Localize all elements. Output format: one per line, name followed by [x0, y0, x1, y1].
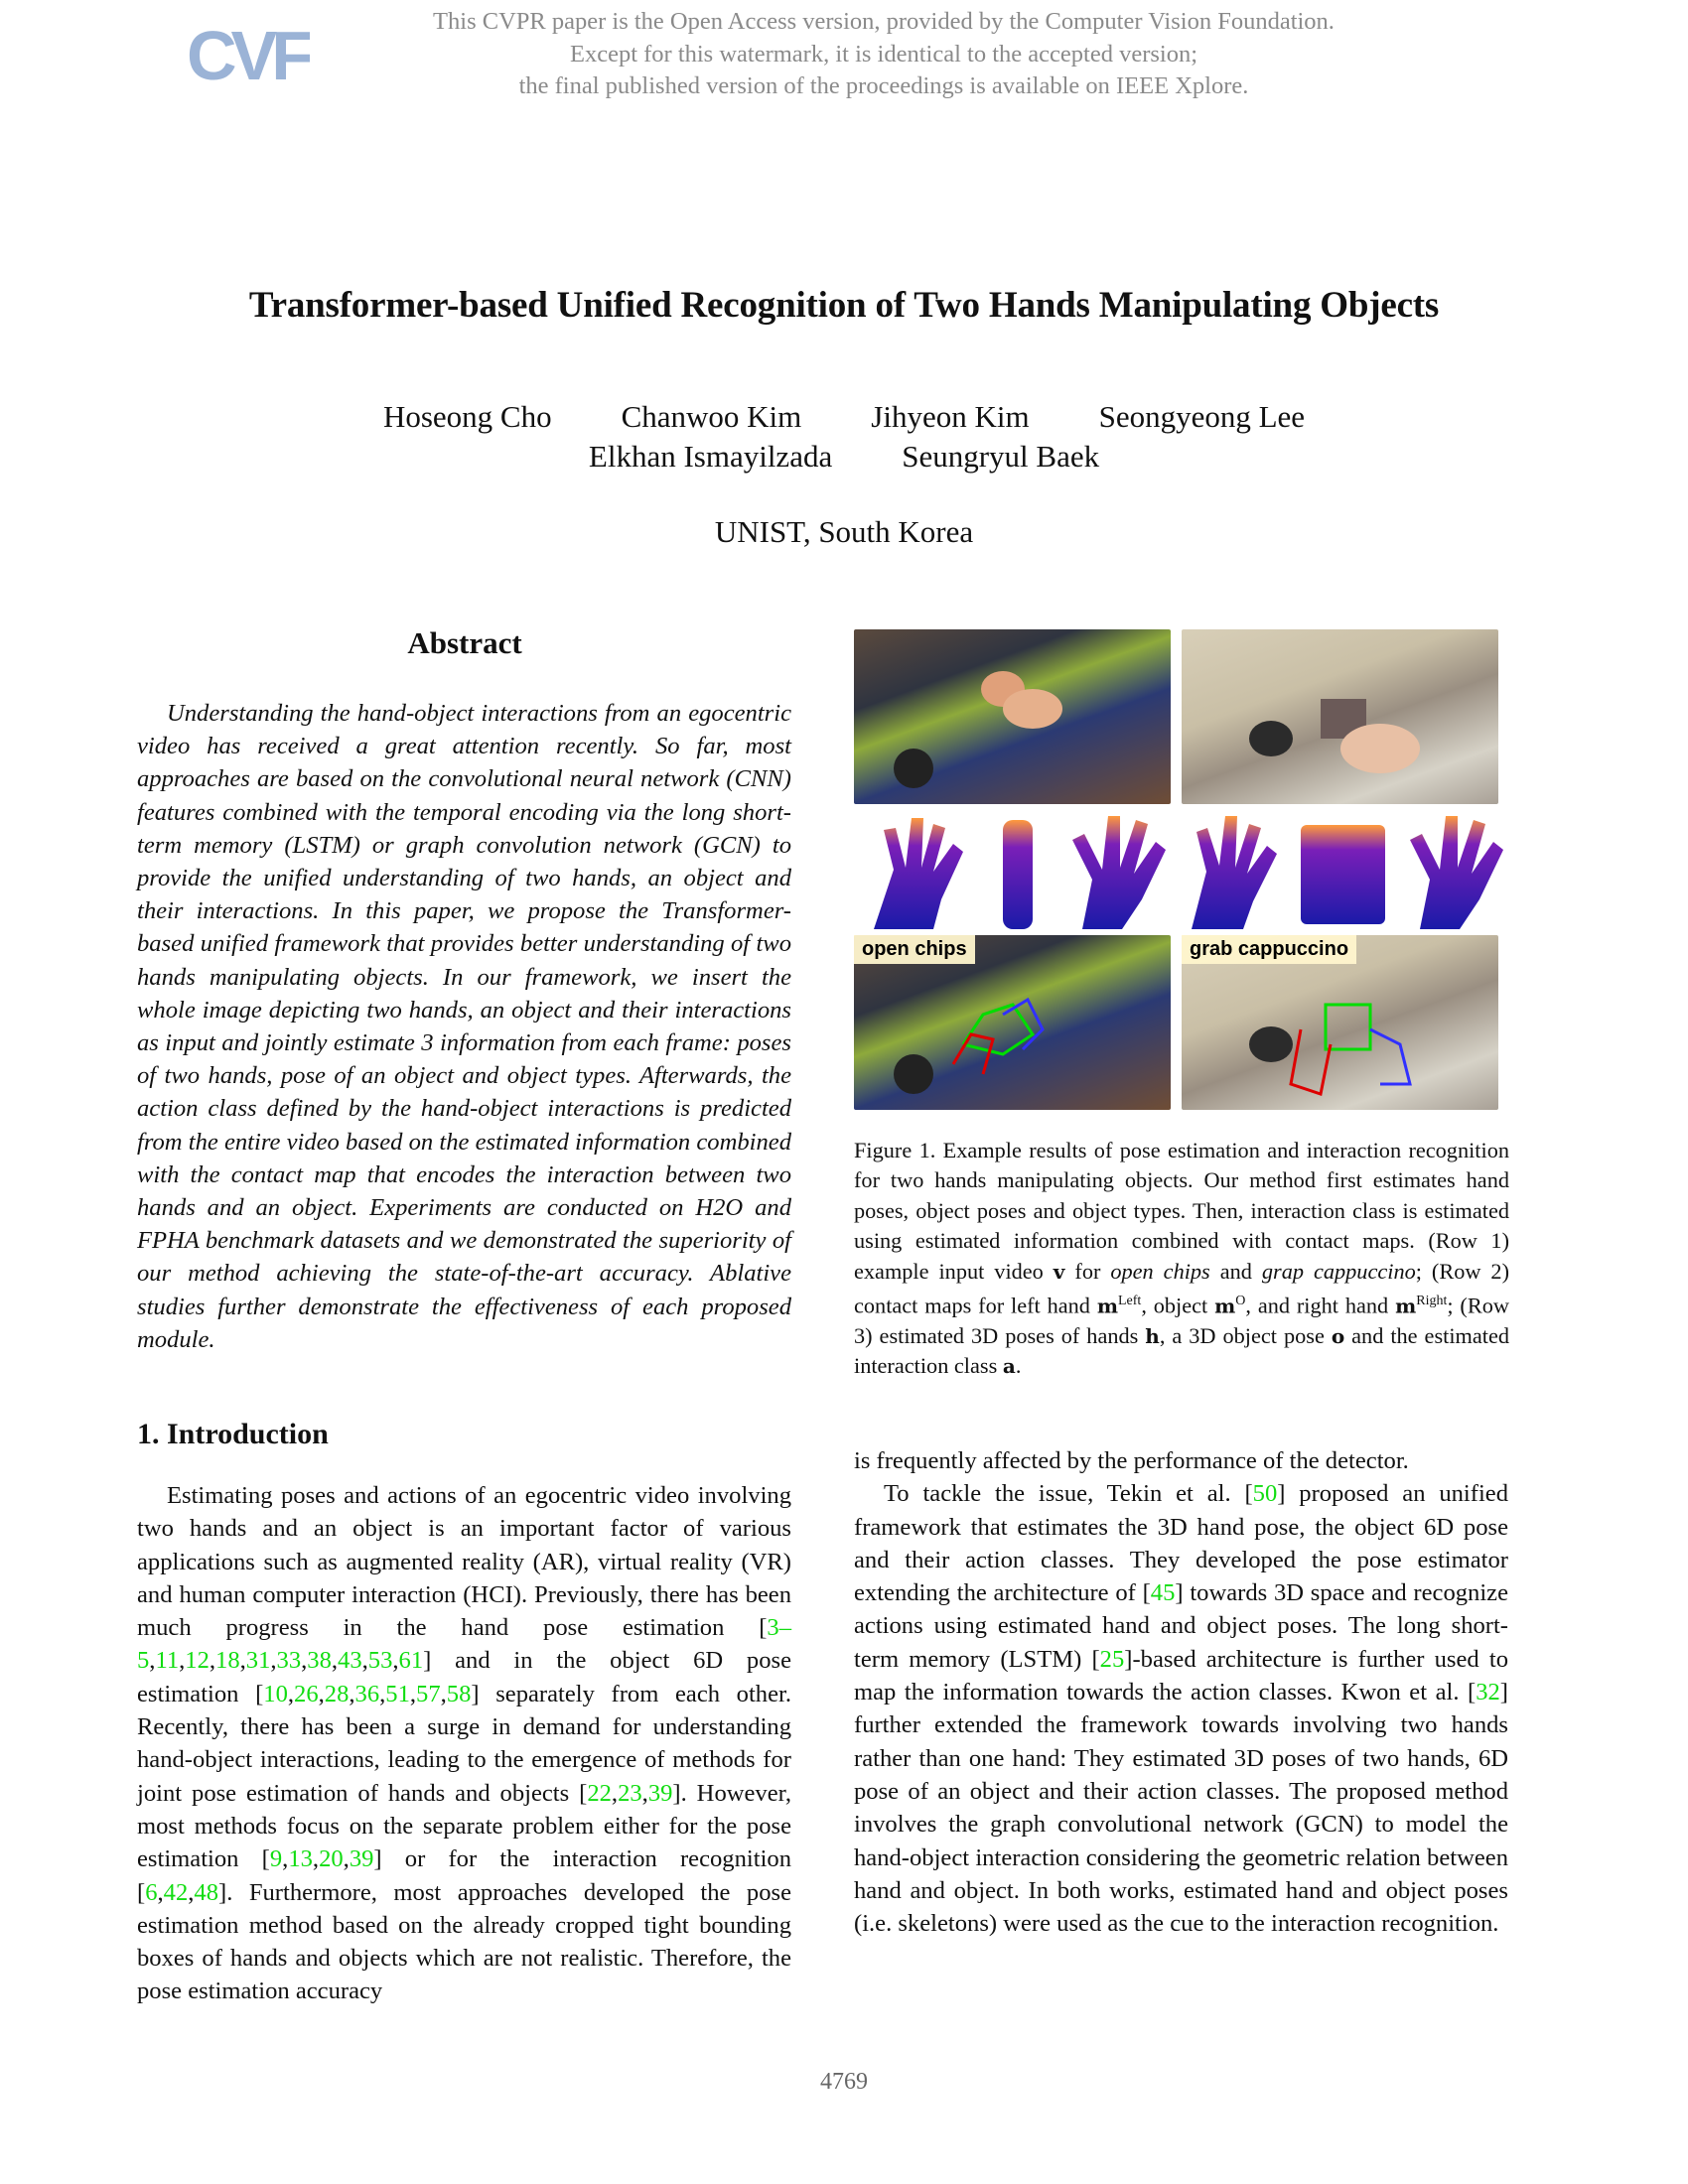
abstract-heading: Abstract: [407, 625, 522, 660]
citation-link[interactable]: 50: [1252, 1480, 1278, 1508]
citation-link[interactable]: 38: [307, 1647, 332, 1675]
citation-link[interactable]: 57: [416, 1680, 441, 1707]
citation-link[interactable]: 53: [367, 1647, 393, 1675]
author-name: Seongyeong Lee: [1098, 399, 1306, 434]
hands-photo-icon: [1182, 629, 1498, 804]
citation-link[interactable]: 36: [354, 1680, 380, 1707]
action-label: grab cappuccino: [1182, 935, 1356, 964]
citation-link[interactable]: 10: [263, 1680, 288, 1707]
citation-link[interactable]: 51: [385, 1680, 410, 1707]
hands-photo-icon: [854, 629, 1171, 804]
citation-link[interactable]: 39: [349, 1845, 374, 1873]
watermark-line: the final published version of the proceedings is available on IEEE Xplore.: [518, 72, 1249, 99]
citation-link[interactable]: 26: [294, 1680, 319, 1707]
citation-link[interactable]: 20: [319, 1845, 344, 1873]
citation-link[interactable]: 9: [269, 1845, 283, 1873]
citation-link[interactable]: 3–5: [137, 1614, 791, 1675]
citation-link[interactable]: 12: [185, 1647, 210, 1675]
paper-title: Transformer-based Unified Recognition of Two Hands Manipulating Objects: [248, 285, 1440, 326]
citation-link[interactable]: 28: [324, 1680, 350, 1707]
pose-result-grab-cappuccino: [1182, 935, 1498, 1110]
citation-link[interactable]: 45: [1150, 1579, 1176, 1607]
citation-link[interactable]: 31: [245, 1647, 271, 1675]
citation-link[interactable]: 23: [618, 1779, 642, 1807]
author-name: Elkhan Ismayilzada: [588, 439, 833, 474]
author-name: Chanwoo Kim: [621, 399, 802, 434]
citation-link[interactable]: 32: [1476, 1679, 1500, 1706]
abstract-text: Understanding the hand-object interactions from an egocentric video has received a great attention recently. So far, most approaches are based on the convolutional neural network (CNN) features combined with the temporal encoding via the long short-term memory (LSTM) or graph convolution network (GCN) to provide the unified understanding of two hands, an object and their interactions. In this paper, we propose the Transformer-based unified framework that provides better understanding of two hands manipulating objects. In our framework, we insert the whole image depicting two hands, an object and their interactions as input and jointly estimate 3 information from each frame: poses of two hands, pose of an object and object types. Afterwards, the action class defined by the hand-object interactions is predicted from the entire video based on the estimated information combined with the contact map that encodes the interaction between two hands and an object. Experiments are conducted on H2O and FPHA benchmark datasets and we demonstrated the superiority of our method achieving the state-of-the-art accuracy. Ablative studies further demonstrate the effectiveness of each proposed module.: [137, 700, 791, 1353]
watermark-line: Except for this watermark, it is identical to the accepted version;: [569, 40, 1197, 68]
citation-link[interactable]: 48: [194, 1878, 218, 1906]
watermark-line: This CVPR paper is the Open Access version, provided by the Computer Vision Foundation.: [433, 8, 1335, 35]
author-name: Jihyeon Kim: [871, 399, 1030, 434]
citation-link[interactable]: 43: [338, 1647, 362, 1675]
citation-link[interactable]: 42: [163, 1878, 189, 1906]
action-label: open chips: [854, 935, 975, 964]
cvf-logo-text: CVF: [187, 17, 308, 94]
citation-link[interactable]: 11: [155, 1647, 180, 1675]
citation-link[interactable]: 33: [276, 1647, 302, 1675]
authors: [0, 397, 1688, 477]
citation-link[interactable]: 18: [215, 1647, 240, 1675]
citation-link[interactable]: 39: [647, 1779, 673, 1807]
citation-link[interactable]: 25: [1099, 1645, 1125, 1673]
citation-link[interactable]: 6: [145, 1878, 158, 1906]
intro-paragraph-left: Estimating poses and actions of an egocentric video involving two hands and an object is an important factor of various applications such as augmented reality (AR), virtual reality (VR) and human computer interaction (HCI). Previously, there has been much progress in the hand pose estimation [3–5,11,12,18,31,33,38,43,53,61] and in the object 6D pose estimation [10,26,28,36,51,57,58] separately from each other. Recently, there has been a surge in demand for understanding hand-object interactions, leading to the emergence of methods for joint pose estimation of hands and objects [22,23,39]. However, most methods focus on the separate problem either for the pose estimation [9,13,20,39] or for the interaction recognition [6,42,48]. Furthermore, most approaches developed the pose estimation method based on the already cropped tight bounding boxes of hands and objects which are not realistic. Therefore, the pose estimation accuracy: [137, 1482, 791, 2005]
pose-result-open-chips: [854, 935, 1171, 1110]
contact-maps-row: [854, 810, 1508, 934]
abstract-body: [137, 697, 791, 1356]
section-heading: 1. Introduction: [137, 1418, 329, 1450]
citation-link[interactable]: 22: [587, 1779, 612, 1807]
figure-caption: Figure 1. Example results of pose estimation and interaction recognition for two hands manipulating objects. Our method first estimates hand poses, object poses and object types. Then, interaction class is estimated using estimated information combined with contact maps. (Row 1) example input video v for open chips and grap cappuccino; (Row 2) contact maps for left hand $m^{Left}$, object $m^O$, and right hand $m^{Right}$; (Row 3) estimated 3D poses of hands h, a 3D object pose o and the estimated interaction class a.: [854, 1138, 1509, 1379]
video-frame-grab-cappuccino: [1182, 629, 1498, 804]
citation-link[interactable]: 13: [288, 1845, 313, 1873]
author-name: Seungryul Baek: [902, 439, 1100, 474]
video-frame-open-chips: [854, 629, 1171, 804]
author-name: Hoseong Cho: [382, 399, 552, 434]
contact-map-icon: [854, 810, 1508, 934]
citation-link[interactable]: 61: [398, 1647, 424, 1675]
citation-link[interactable]: 58: [446, 1680, 472, 1707]
figure-1: [854, 629, 1508, 1110]
watermark: [377, 6, 1390, 103]
page-number: 4769: [820, 2069, 868, 2095]
intro-paragraph-right: is frequently affected by the performance of the detector. To tackle the issue, Tekin et al. [50] proposed an unified framework that estimates the 3D hand pose, the object 6D pose and their action classes. They developed the pose estimator extending the architecture of [45] towards 3D space and recognize actions using estimated hand and object poses. The long short-term memory (LSTM) [25]-based architecture is further used to map the information towards the action classes. Kwon et al. [32] further extended the framework towards involving two hands rather than one hand: They estimated 3D poses of two hands, 6D pose of an object and their action classes. The proposed method involves the graph convolutional network (GCN) to model the hand-object interaction considering the geometric relation between hand and object. In both works, estimated hand and object poses (i.e. skeletons) were used as the cue to the interaction recognition.: [854, 1447, 1509, 1938]
cvf-logo: [183, 14, 310, 97]
affiliation: UNIST, South Korea: [714, 514, 974, 549]
